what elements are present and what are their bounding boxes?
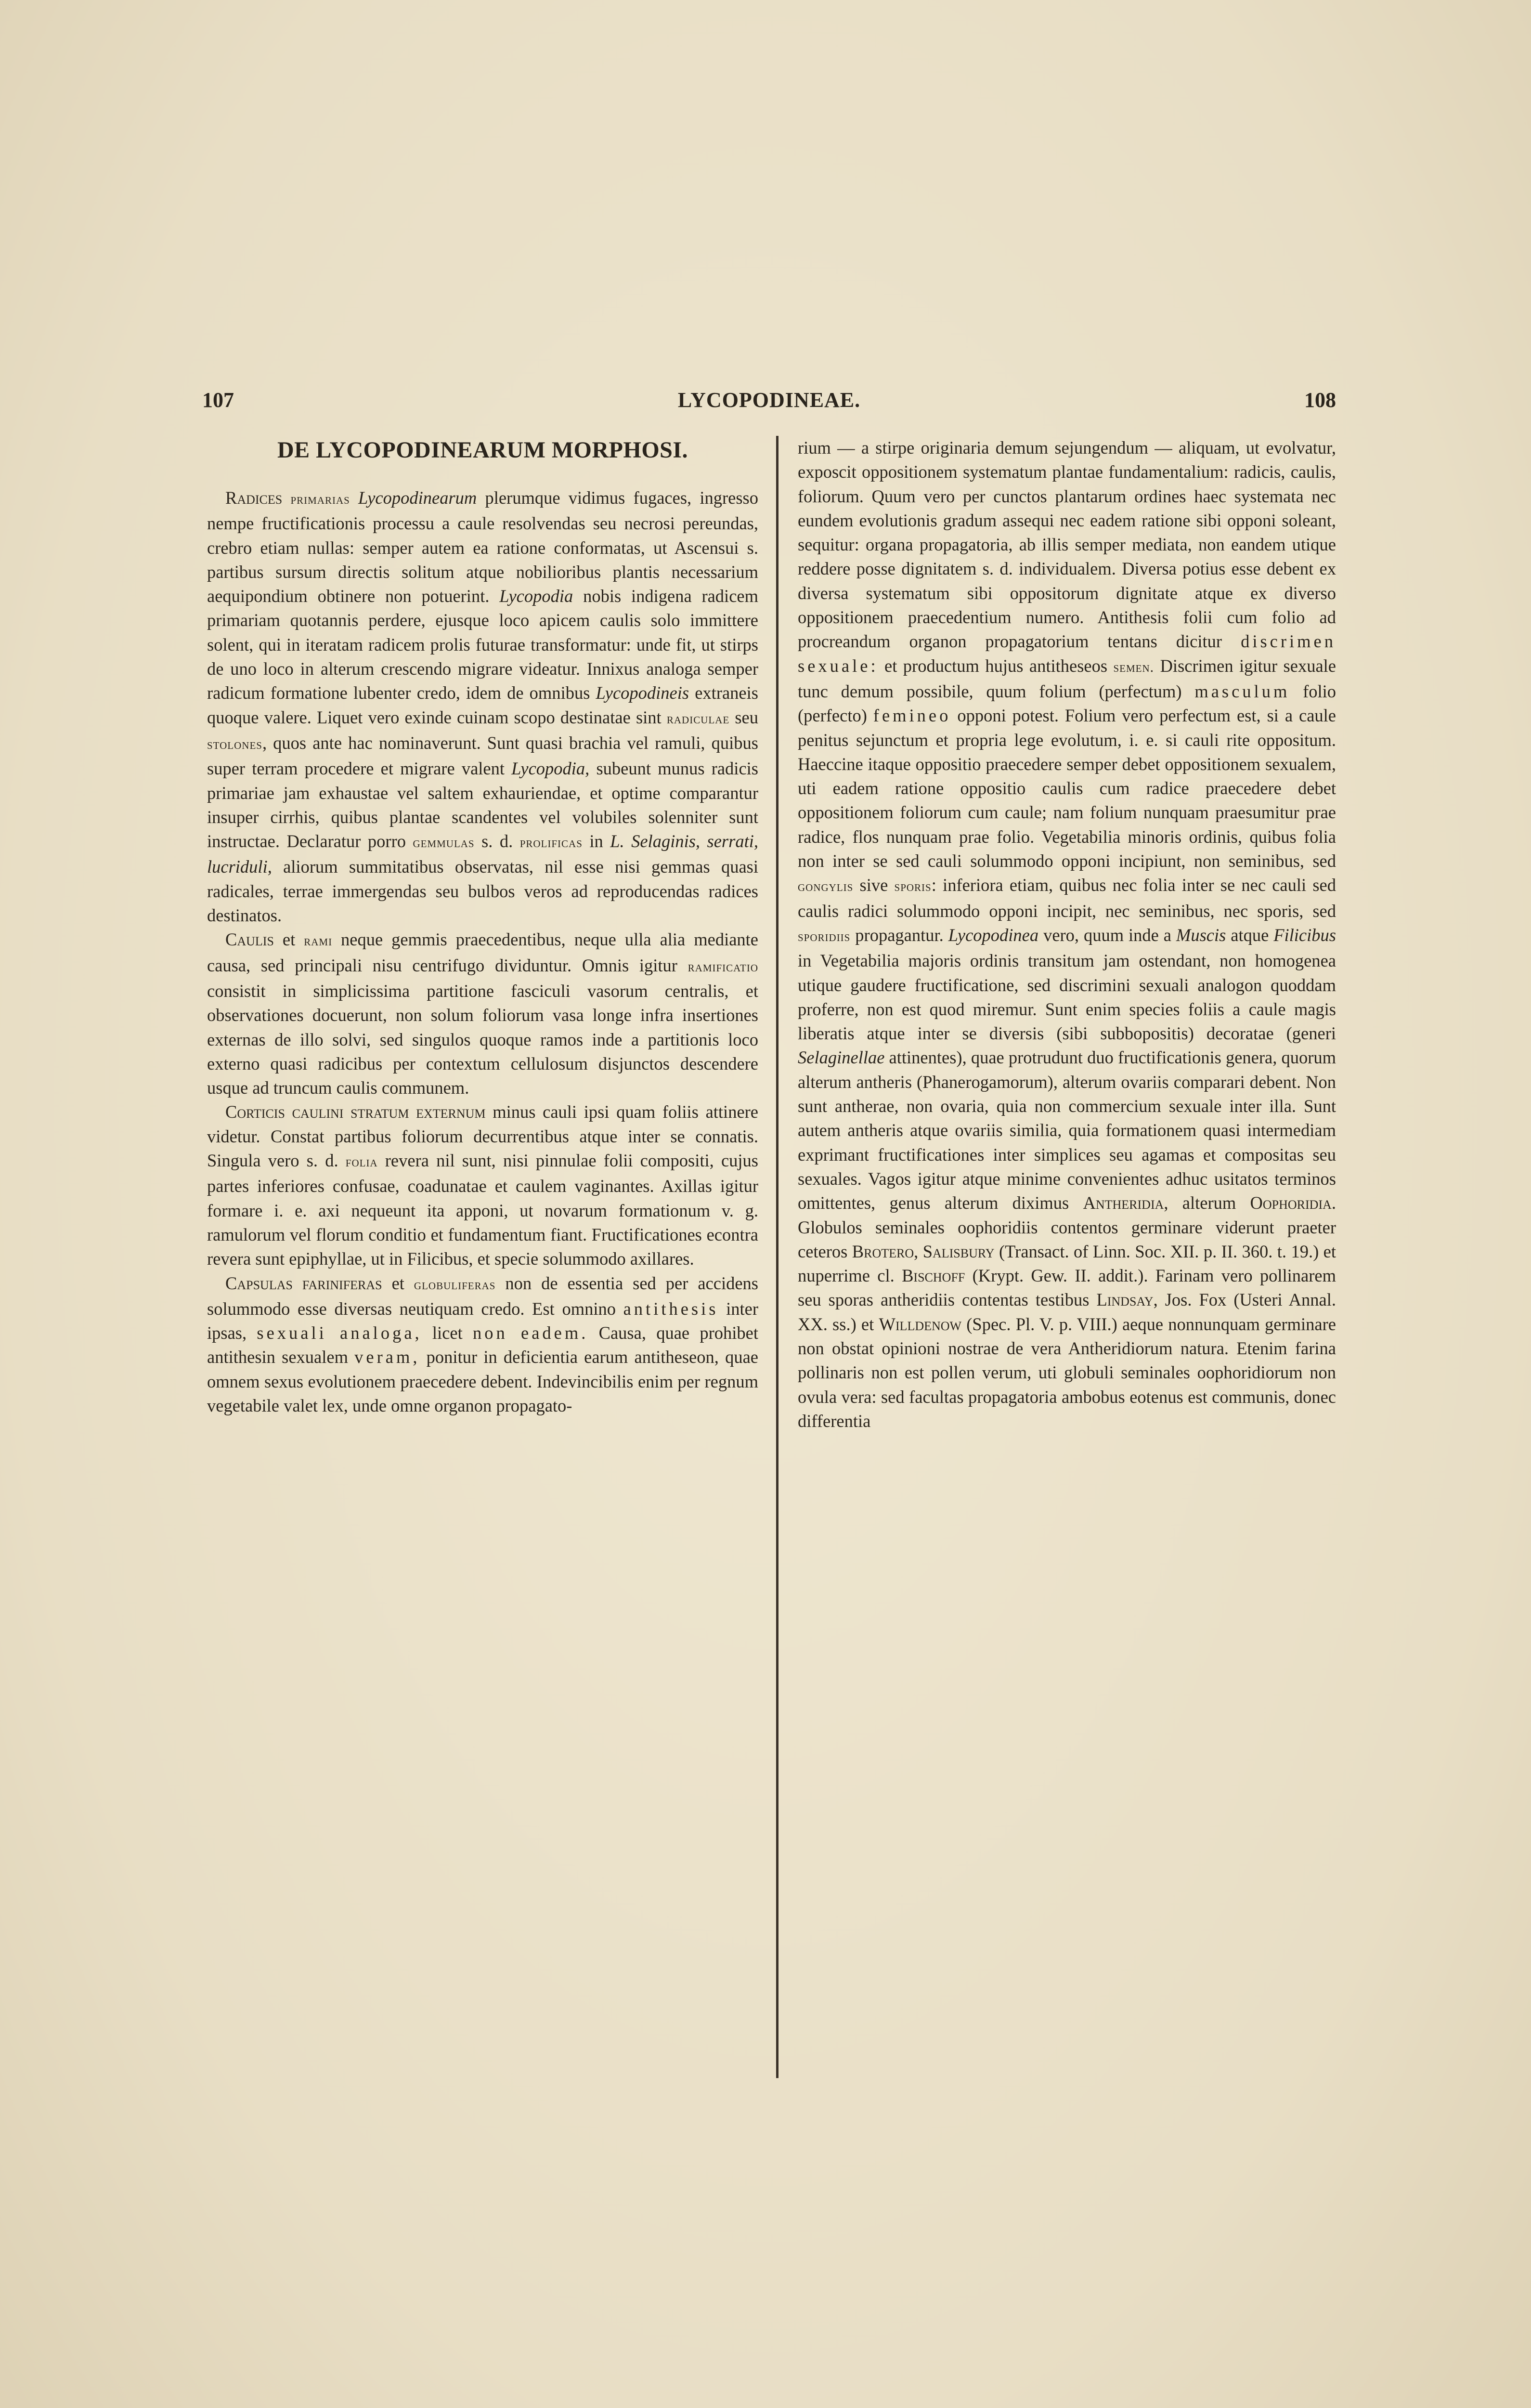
text-run: minus cauli ipsi quam foliis attinere videtur. Constat partibus foliorum decurrentibus atque inter se connatis. Singula vero s. d. bbox=[207, 1102, 758, 1171]
author-lindsay: Lindsay bbox=[1096, 1290, 1154, 1310]
text-run: aliorum summitatibus observatas, nil esse nisi gemmas quasi radicales, terrae immergendas seu bulbos veros ad reproducendas radices destinatos. bbox=[207, 857, 758, 926]
spaced-antithesis: antithesis bbox=[623, 1298, 719, 1319]
section-heading: DE LYCOPODINEARUM MORPHOSI. bbox=[277, 437, 688, 463]
spaced-femineo: femineo bbox=[873, 706, 951, 726]
taxon-muscis: Muscis bbox=[1176, 925, 1226, 945]
term-primarias: primarias bbox=[290, 491, 350, 507]
text-run: Causa, quae prohibet antithesin sexualem bbox=[207, 1323, 758, 1367]
paragraph-caulis bbox=[207, 928, 758, 1100]
taxon-lycopodia: Lycopodia, bbox=[511, 759, 590, 779]
text-run: subeunt munus radicis primariae jam exhaustae vel saltem exhauriendae, et optime comparantur insuper cirrhis, quibus plantae scandentes vel volubiles solenniter sunt instructae. Declaratur porro bbox=[207, 759, 758, 851]
text-run: s. d. bbox=[474, 831, 520, 851]
term-globuliferas: globuliferas bbox=[414, 1276, 496, 1293]
text-run: ponitur in deficientia earum antitheseon, quae omnem sexus evolutionem praecedere debent. Indevincibilis enim per regnum vegetabile valet lex, unde omne organon propagato- bbox=[207, 1347, 758, 1415]
text-run: , bbox=[914, 1241, 923, 1261]
author-salisbury: Salisbury bbox=[922, 1241, 995, 1261]
term-caulis: Caulis bbox=[225, 929, 274, 950]
term-semen: semen. bbox=[1113, 659, 1155, 675]
text-run: (Spec. Pl. V. p. VIII.) aeque nonnunquam germinare non obstat opinioni nostrae de vera Antheridiorum natura. Etenim farina pollinaris non est pollen verum, uti globuli seminales oophoridiorum non ovula vera: sed facultas propagatoria ambobus eotenus est communis, donec differentia bbox=[798, 1314, 1336, 1431]
page-number-left: 107 bbox=[202, 388, 234, 412]
text-run: Discrimen igitur sexuale tunc demum possibile, quum folium (perfectum) bbox=[798, 655, 1336, 701]
author-bischoff: Bischoff bbox=[902, 1266, 965, 1286]
text-run: atque bbox=[1226, 925, 1274, 945]
right-column bbox=[798, 436, 1336, 2083]
term-oophoridia: Oophoridia bbox=[1250, 1193, 1332, 1213]
text-run: , alterum bbox=[1164, 1193, 1250, 1213]
text-run: : inferiora etiam, quibus nec folia inter se nec cauli sed caulis radici solummodo opponi incipit, nec seminibus, nec sporis, sed bbox=[798, 875, 1336, 921]
term-rami: rami bbox=[304, 933, 333, 949]
term-ramificatio: ramificatio bbox=[688, 958, 758, 975]
author-willdenow: Willdenow bbox=[879, 1314, 962, 1334]
text-run: revera nil sunt, nisi pinnulae folii compositi, cujus partes inferiores confusae, coadunatae et caulem vaginantes. Axillas igitur formare i. e. axi nequeunt ita apponi, ut novarum formationum v. g. ramulorum vel florum conditio et fundamentum fiant. Fructificationes econtra revera sunt epiphyllae, ut in Filicibus, et specie solummodo axillares. bbox=[207, 1151, 758, 1269]
text-run: et bbox=[273, 929, 304, 950]
paragraph-capsulas bbox=[207, 1271, 758, 1418]
text-run: , quos ante hac nominaverunt. Sunt quasi brachia vel ramuli, quibus super terram procedere et migrare valent bbox=[207, 733, 758, 779]
spaced-sexuali-analoga: sexuali analoga, bbox=[257, 1323, 422, 1343]
term-radiculae: radiculae bbox=[666, 710, 730, 727]
text-run: . Globulos seminales oophoridiis contentos germinare viderunt praeter ceteros bbox=[798, 1193, 1336, 1261]
text-run: et bbox=[382, 1273, 414, 1293]
left-column bbox=[207, 436, 758, 2083]
taxon-selaginellae: Selaginellae bbox=[798, 1047, 885, 1068]
spaced-veram: veram, bbox=[354, 1347, 420, 1367]
term-capsulas: Capsulas fariniferas bbox=[225, 1273, 382, 1293]
term-stolones: stolones bbox=[207, 736, 262, 752]
text-run: licet bbox=[422, 1323, 473, 1343]
text-run: non de essentia sed per accidens solummodo esse diversas neutiquam credo. Est omnino bbox=[207, 1273, 758, 1319]
text-run: attinentes), quae protrudunt duo fructificationis genera, quorum alterum antheris (Phanerogamorum), alterum ovariis comparari debent. Non sunt antherae, non ovaria, quia non commercium sexuale inter illa. Sunt autem antheris atque ovariis similia, quia formationem quasi intermediam exprimant fructificationes inter simplices seu agamas et compositas seu sexuales. Vagos igitur atque minime convenientes adhuc usitatos terminos omittentes, genus alterum diximus bbox=[798, 1047, 1336, 1213]
term-sporis: sporis bbox=[894, 878, 932, 895]
term-radices: Radices bbox=[225, 488, 283, 508]
column-divider bbox=[776, 436, 778, 2078]
text-run: plerumque vidimus fugaces, ingresso nempe fructificationis processu a caule resolvendas seu necrosi pereundas, crebro etiam nullas: semper autem ea ratione conformatas, ut Ascensui s. partibus sursum directis solitum atque nobilioribus plantis necessarium aequipondium obtinere non potuerint. bbox=[207, 488, 758, 606]
taxon-selaginis: L. Selaginis, serrati, lucriduli, bbox=[207, 831, 758, 877]
running-title: LYCOPODINEAE. bbox=[677, 388, 861, 412]
running-head bbox=[202, 388, 1336, 421]
page-number-right: 108 bbox=[1304, 388, 1336, 412]
taxon-lycopodinearum: Lycopodinearum bbox=[358, 488, 477, 508]
text-run: et productum hujus antitheseos bbox=[878, 655, 1114, 676]
text-run: (Transact. of Linn. Soc. XII. p. II. 360. t. 19.) et nuperrime cl. bbox=[798, 1241, 1336, 1286]
term-corticis: Corticis caulini stratum externum bbox=[225, 1102, 486, 1122]
term-prolificas: prolificas bbox=[519, 835, 583, 851]
text-run: in Vegetabilia majoris ordinis transitum jam ostendant, non homogenea utique gaudere fructificatione, sed discrimini sexuali analogon quoddam proferre, non est quod miremur. Sunt enim species foliis a caule magis liberatis atque inter se diversis (sibi subbopositis) decoratae (generi bbox=[798, 951, 1336, 1044]
paragraph-continuation bbox=[798, 436, 1336, 1433]
paragraph-corticis bbox=[207, 1100, 758, 1271]
text-run: , Jos. Fox (Usteri Annal. XX. ss.) et bbox=[798, 1290, 1336, 1334]
text-run: rium — a stirpe originaria demum sejungendum — aliquam, ut evolvatur, exposcit oppositionem systematum plantae fundamentalium: radicis, caulis, foliorum. Quum vero per cunctos plantarum ordines haec systemata nec eundem evolutionis gradum assequi nec eadem ratione sibi opponi soleant, sequitur: organa propagatoria, ab illis semper mediata, non eandem utique reddere posse dignitatem s. d. individualem. Diversa potius esse debent ex diversa systematum sibi oppositorum dignitate atque ex diverso oppositionem praecedentium numero. Antithesis folii cum folio ad procreandum organon propagatorium tentans dicitur bbox=[798, 438, 1336, 652]
term-folia: folia bbox=[345, 1154, 378, 1170]
taxon-lycopodia: Lycopodia bbox=[499, 586, 573, 606]
text-run: nobis indigena radicem primariam quotannis perdere, ejusque loco apicem caulis solo immittere solent, qui in iteratam radicem prolis futurae transformatur: unde fit, ut stirps de uno loco in alterum crescendo migrare videatur. Innixus analoga semper radicum formatione lubenter credo, idem de omnibus bbox=[207, 586, 758, 703]
author-brotero: Brotero bbox=[852, 1241, 914, 1261]
term-sporidiis: sporidiis bbox=[798, 928, 851, 944]
spaced-non-eadem: non eadem. bbox=[473, 1323, 589, 1343]
text-run: neque gemmis praecedentibus, neque ulla alia mediante causa, sed principali nisu centrifugo dividuntur. Omnis igitur bbox=[207, 929, 758, 975]
text-run: extraneis quoque valere. Liquet vero exinde cuinam scopo destinatae sint bbox=[207, 683, 758, 727]
paragraph-radices bbox=[207, 486, 758, 928]
term-antheridia: Antheridia bbox=[1083, 1193, 1164, 1213]
term-gongylis: gongylis bbox=[798, 878, 854, 895]
text-run: propagantur. bbox=[850, 925, 948, 945]
text-run: sive bbox=[853, 875, 895, 895]
taxon-lycopodinea: Lycopodinea bbox=[948, 925, 1039, 945]
spaced-masculum: masculum bbox=[1194, 681, 1290, 701]
text-run: folio (perfecto) bbox=[798, 681, 1336, 726]
text-run: opponi potest. Folium vero perfectum est, si a caule penitus sejunctum et propria lege evolutum, i. e. si cauli rite oppositum. Haeccine itaque oppositio praecedere semper debet oppositionem sexualem, uti eadem ratione oppositio caulis cum radice praecedere debet oppositionem foliorum cum caule; nam folium nunquam praesumitur prae radice, flos nunquam prae folio. Vegetabilia minoris ordinis, quibus folia non inter se sed cauli solummodo opponi incipiunt, non seminibus, sed bbox=[798, 706, 1336, 871]
taxon-lycopodineis: Lycopodineis bbox=[596, 683, 689, 703]
text-run: in bbox=[582, 831, 610, 851]
text-run: (Krypt. Gew. II. addit.). Farinam vero pollinarem seu sporas antheridiis contentas testibus bbox=[798, 1266, 1336, 1310]
text-run: vero, quum inde a bbox=[1038, 925, 1176, 945]
text-run: consistit in simplicissima partitione fasciculi vasorum centralis, et observationes docuerunt, non solum foliorum vasa longe infra insertiones externas de illo solvi, sed singulos quoque ramos inde a partitionis loco externo quasi radicibus per contextum cellulosum disjunctos descendere usque ad truncum caulis communem. bbox=[207, 981, 758, 1098]
text-run: inter ipsas, bbox=[207, 1298, 758, 1343]
term-gemmulas: gemmulas bbox=[413, 835, 475, 851]
spaced-discrimen-sexuale: discrimen sexuale: bbox=[798, 631, 1336, 676]
text-run: seu bbox=[729, 707, 758, 727]
taxon-filicibus: Filicibus bbox=[1273, 925, 1336, 945]
